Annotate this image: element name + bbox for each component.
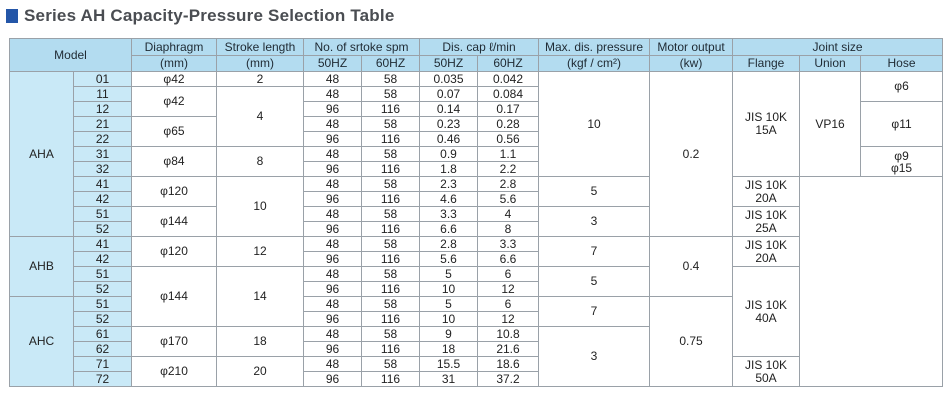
dis50-cell: 9	[420, 327, 478, 342]
diaphragm-cell: φ42	[132, 87, 217, 117]
dis60-cell: 12	[478, 282, 539, 297]
flange-cell: JIS 10K 20A	[733, 177, 800, 207]
dis60-cell: 21.6	[478, 342, 539, 357]
dis60-cell: 0.17	[478, 102, 539, 117]
group-ahb: AHB	[10, 237, 74, 297]
model-code: 01	[74, 72, 132, 87]
stroke-cell: 20	[217, 357, 304, 387]
diaphragm-cell: φ120	[132, 237, 217, 267]
spm50-cell: 48	[304, 207, 362, 222]
spm50-cell: 48	[304, 87, 362, 102]
dis50-cell: 18	[420, 342, 478, 357]
spm50-cell: 96	[304, 252, 362, 267]
header-motor-unit: (kw)	[650, 56, 733, 72]
header-spm-50hz: 50HZ	[304, 56, 362, 72]
header-hose: Hose	[861, 56, 943, 72]
empty-joint-cell	[800, 177, 943, 387]
spm50-cell: 96	[304, 132, 362, 147]
model-code: 32	[74, 162, 132, 177]
stroke-cell: 2	[217, 72, 304, 87]
dis50-cell: 2.3	[420, 177, 478, 192]
dis50-cell: 15.5	[420, 357, 478, 372]
stroke-cell: 14	[217, 267, 304, 327]
spm60-cell: 116	[362, 222, 420, 237]
diaphragm-cell: φ65	[132, 117, 217, 147]
spm50-cell: 48	[304, 267, 362, 282]
model-code: 22	[74, 132, 132, 147]
header-model: Model	[10, 39, 132, 72]
hose-cell: φ6	[861, 72, 943, 102]
spm50-cell: 96	[304, 282, 362, 297]
spm50-cell: 96	[304, 192, 362, 207]
spm60-cell: 58	[362, 207, 420, 222]
spm60-cell: 116	[362, 282, 420, 297]
dis50-cell: 6.6	[420, 222, 478, 237]
model-code: 61	[74, 327, 132, 342]
spm60-cell: 58	[362, 72, 420, 87]
dis60-cell: 2.8	[478, 177, 539, 192]
pressure-cell: 7	[539, 297, 650, 327]
model-code: 42	[74, 192, 132, 207]
header-dis-60hz: 60HZ	[478, 56, 539, 72]
pressure-cell: 3	[539, 327, 650, 387]
pressure-cell: 5	[539, 177, 650, 207]
diaphragm-cell: φ170	[132, 327, 217, 357]
model-code: 51	[74, 267, 132, 282]
spm60-cell: 58	[362, 117, 420, 132]
header-max-pressure-unit: (kgf / cm²)	[539, 56, 650, 72]
header-diaphragm: Diaphragm	[132, 39, 217, 56]
dis50-cell: 0.23	[420, 117, 478, 132]
table-row	[10, 72, 943, 87]
flange-cell: JIS 10K 15A	[733, 72, 800, 177]
dis60-cell: 8	[478, 222, 539, 237]
diaphragm-cell: φ42	[132, 72, 217, 87]
spm50-cell: 48	[304, 297, 362, 312]
spm60-cell: 58	[362, 267, 420, 282]
dis50-cell: 5	[420, 297, 478, 312]
spm60-cell: 58	[362, 297, 420, 312]
stroke-cell: 18	[217, 327, 304, 357]
dis50-cell: 1.8	[420, 162, 478, 177]
model-code: 51	[74, 297, 132, 312]
dis60-cell: 0.042	[478, 72, 539, 87]
dis60-cell: 6	[478, 267, 539, 282]
model-code: 11	[74, 87, 132, 102]
spm50-cell: 48	[304, 117, 362, 132]
page-title: Series AH Capacity-Pressure Selection Table	[24, 6, 395, 25]
dis60-cell: 10.8	[478, 327, 539, 342]
spm50-cell: 48	[304, 72, 362, 87]
dis50-cell: 5	[420, 267, 478, 282]
spm60-cell: 116	[362, 372, 420, 387]
header-max-pressure: Max. dis. pressure	[539, 39, 650, 56]
dis60-cell: 5.6	[478, 192, 539, 207]
model-code: 31	[74, 147, 132, 162]
diaphragm-cell: φ144	[132, 267, 217, 327]
union-cell: VP16	[800, 72, 861, 177]
diaphragm-cell: φ210	[132, 357, 217, 387]
dis60-cell: 2.2	[478, 162, 539, 177]
spm50-cell: 48	[304, 237, 362, 252]
hose-cell	[861, 147, 943, 177]
dis50-cell: 0.46	[420, 132, 478, 147]
dis60-cell: 1.1	[478, 147, 539, 162]
dis60-cell: 18.6	[478, 357, 539, 372]
header-joint-size: Joint size	[733, 39, 943, 56]
stroke-cell: 4	[217, 87, 304, 147]
spm60-cell: 116	[362, 312, 420, 327]
pressure-cell: 10	[539, 72, 650, 177]
dis60-cell: 0.084	[478, 87, 539, 102]
pressure-cell: 5	[539, 267, 650, 297]
dis50-cell: 0.035	[420, 72, 478, 87]
spm50-cell: 96	[304, 312, 362, 327]
dis50-cell: 0.07	[420, 87, 478, 102]
diaphragm-cell: φ84	[132, 147, 217, 177]
diaphragm-cell: φ120	[132, 177, 217, 207]
model-code: 21	[74, 117, 132, 132]
dis50-cell: 4.6	[420, 192, 478, 207]
model-code: 41	[74, 237, 132, 252]
dis60-cell: 6	[478, 297, 539, 312]
flange-cell: JIS 10K 50A	[733, 357, 800, 387]
pressure-cell: 7	[539, 237, 650, 267]
model-code: 52	[74, 222, 132, 237]
dis50-cell: 31	[420, 372, 478, 387]
header-stroke-unit: (mm)	[217, 56, 304, 72]
dis60-cell: 6.6	[478, 252, 539, 267]
dis50-cell: 0.14	[420, 102, 478, 117]
dis50-cell: 2.8	[420, 237, 478, 252]
group-ahc: AHC	[10, 297, 74, 387]
spm50-cell: 96	[304, 342, 362, 357]
header-spm: No. of srtoke spm	[304, 39, 420, 56]
selection-table	[9, 38, 943, 387]
dis60-cell: 0.56	[478, 132, 539, 147]
model-code: 71	[74, 357, 132, 372]
spm60-cell: 58	[362, 237, 420, 252]
motor-cell: 0.4	[650, 237, 733, 297]
dis50-cell: 10	[420, 282, 478, 297]
model-code: 12	[74, 102, 132, 117]
spm50-cell: 48	[304, 177, 362, 192]
spm50-cell: 96	[304, 162, 362, 177]
spm50-cell: 48	[304, 357, 362, 372]
model-code: 72	[74, 372, 132, 387]
title-bar	[6, 4, 394, 28]
diaphragm-cell: φ144	[132, 207, 217, 237]
spm50-cell: 96	[304, 222, 362, 237]
dis60-cell: 3.3	[478, 237, 539, 252]
spm60-cell: 58	[362, 357, 420, 372]
header-union: Union	[800, 56, 861, 72]
flange-cell: JIS 10K 25A	[733, 207, 800, 237]
stroke-cell: 10	[217, 177, 304, 237]
model-code: 42	[74, 252, 132, 267]
spm60-cell: 116	[362, 252, 420, 267]
spm60-cell: 116	[362, 192, 420, 207]
header-dis-50hz: 50HZ	[420, 56, 478, 72]
motor-cell: 0.2	[650, 72, 733, 237]
stroke-cell: 8	[217, 147, 304, 177]
title-square-icon	[6, 9, 18, 23]
header-stroke-length: Stroke length	[217, 39, 304, 56]
motor-cell: 0.75	[650, 297, 733, 387]
hose-size-9: φ9	[894, 148, 909, 163]
dis50-cell: 5.6	[420, 252, 478, 267]
header-diaphragm-unit: (mm)	[132, 56, 217, 72]
model-code: 52	[74, 282, 132, 297]
stroke-cell: 12	[217, 237, 304, 267]
dis60-cell: 0.28	[478, 117, 539, 132]
header-spm-60hz: 60HZ	[362, 56, 420, 72]
spm50-cell: 96	[304, 372, 362, 387]
flange-cell: JIS 10K 40A	[733, 267, 800, 357]
group-aha: AHA	[10, 72, 74, 237]
hose-cell: φ11	[861, 102, 943, 147]
spm60-cell: 58	[362, 327, 420, 342]
hose-size-15: φ15	[890, 160, 913, 175]
spm60-cell: 116	[362, 342, 420, 357]
spm60-cell: 58	[362, 177, 420, 192]
flange-cell: JIS 10K 20A	[733, 237, 800, 267]
pressure-cell: 3	[539, 207, 650, 237]
table-row	[10, 177, 943, 192]
dis50-cell: 10	[420, 312, 478, 327]
dis50-cell: 0.9	[420, 147, 478, 162]
spm60-cell: 116	[362, 102, 420, 117]
spm60-cell: 116	[362, 162, 420, 177]
spm50-cell: 96	[304, 102, 362, 117]
dis60-cell: 12	[478, 312, 539, 327]
dis60-cell: 4	[478, 207, 539, 222]
header-motor-output: Motor output	[650, 39, 733, 56]
spm60-cell: 116	[362, 132, 420, 147]
dis50-cell: 3.3	[420, 207, 478, 222]
header-flange: Flange	[733, 56, 800, 72]
model-code: 51	[74, 207, 132, 222]
model-code: 52	[74, 312, 132, 327]
spm50-cell: 48	[304, 327, 362, 342]
spm50-cell: 48	[304, 147, 362, 162]
model-code: 41	[74, 177, 132, 192]
spm60-cell: 58	[362, 87, 420, 102]
spm60-cell: 58	[362, 147, 420, 162]
header-dis-cap: Dis. cap ℓ/min	[420, 39, 539, 56]
dis60-cell: 37.2	[478, 372, 539, 387]
model-code: 62	[74, 342, 132, 357]
